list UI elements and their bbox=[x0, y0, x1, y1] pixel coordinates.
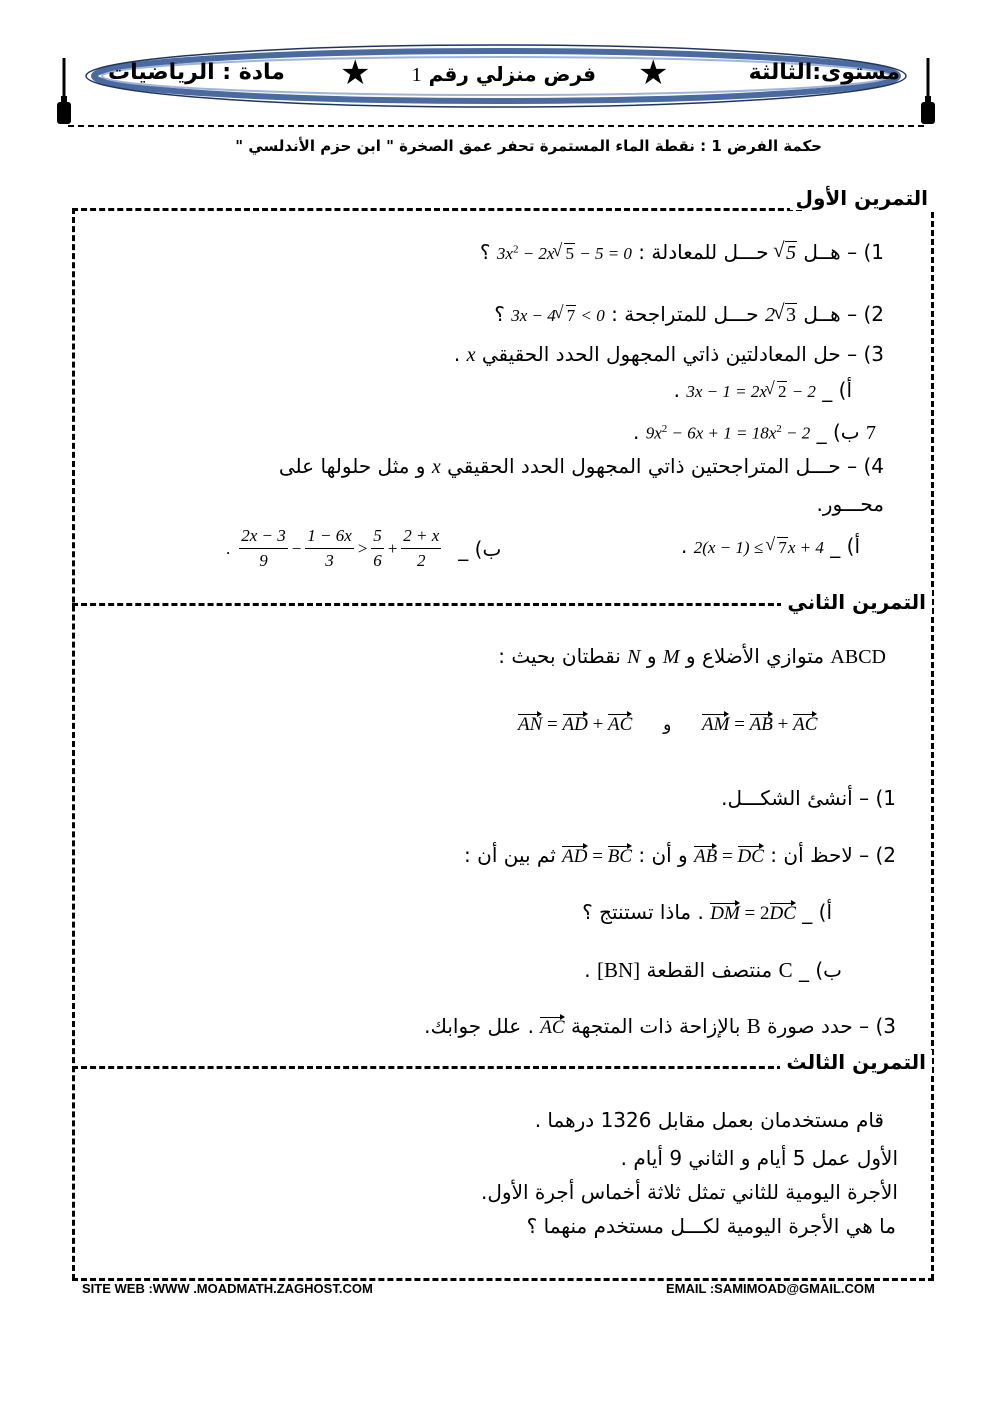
inequality-4b: $\frac{2x - 3}{9}$ − $\frac{1 - 6x}{3}$ > $\frac{5}{6}$ + $\frac{2 + x}{2}$ bbox=[241, 526, 440, 570]
ex3-line-1: قام مستخدمان بعمل مقابل 1326 درهما . bbox=[534, 1108, 884, 1132]
inequality-4a: 2(x − 1) ≤ √ 7x + 4 bbox=[694, 537, 824, 558]
ex1-question-3a: أ) _ 3x − 1 = 2x√ 2 − 2 . bbox=[674, 378, 852, 402]
ex2-question-3: 3) – حدد صورة B بالإزاحة ذات المتجهة AC . علل جوابك. bbox=[424, 1014, 896, 1038]
frame-sep-1 bbox=[72, 603, 792, 606]
sqrt-5: √ 5 bbox=[775, 241, 797, 265]
equation-1: $3x^2 - 2x√$ 5 − 5 = 0 bbox=[497, 243, 632, 264]
subject-label: مادة : الرياضيات bbox=[108, 60, 285, 85]
ex2-question-2b: ب) _ C منتصف القطعة [BN] . bbox=[584, 958, 842, 982]
footer-site[interactable]: SITE WEB :WWW .MOADMATH.ZAGHOST.COM bbox=[82, 1281, 373, 1296]
exercise-2-title: التمرين الثاني bbox=[781, 590, 932, 614]
ex1-question-4: 4) – حـــل المتراجحتين ذاتي المجهول الحدد الحقيقي x و مثل حلولها على bbox=[278, 454, 884, 478]
frame-right bbox=[931, 212, 934, 1280]
equation-3b: $9x^2 - 6x + 1 = 18x^2 - 2$ bbox=[645, 423, 811, 443]
equation-3a: 3x − 1 = 2x√ 2 − 2 bbox=[686, 381, 816, 402]
ex3-line-3: الأجرة اليومية للثاني تمثل ثلاثة أخماس أجرة الأول. bbox=[481, 1180, 898, 1204]
frame-top bbox=[72, 208, 802, 211]
inequality-1: 3x − 4√ 7 < 0 bbox=[511, 305, 605, 326]
ex1-question-4a: أ) _ 2(x − 1) ≤ √ 7x + 4 . bbox=[681, 534, 860, 558]
frame-sep-2 bbox=[72, 1066, 792, 1069]
ex2-intro: ABCD متوازي الأضلاع و M و N نقطتان بحيث : bbox=[498, 644, 886, 668]
header-divider bbox=[68, 125, 924, 127]
ex1-question-3: 3) – حل المعادلتين ذاتي المجهول الحدد الحقيقي x . bbox=[453, 342, 884, 366]
ex2-vector-relations: AN = AD + AC و AM = AB + AC bbox=[518, 714, 818, 735]
footer-email[interactable]: EMAIL :SAMIMOAD@GMAIL.COM bbox=[666, 1281, 875, 1296]
star-icon: ★ bbox=[638, 53, 669, 93]
wisdom-quote: حكمة الفرض 1 : نقطة الماء المستمرة تحفر عمق الصخرة " ابن حزم الأندلسي " bbox=[235, 137, 822, 155]
exercise-3-title: التمرين الثالث bbox=[780, 1050, 932, 1074]
ex1-question-4-cont: محـــور. bbox=[816, 492, 884, 516]
assignment-title: فرض منزلي رقم 1 bbox=[411, 62, 596, 86]
star-icon: ★ bbox=[340, 53, 371, 93]
level-label: مستوى:الثالثة bbox=[748, 60, 900, 85]
two-sqrt-3: 2√ 3 bbox=[765, 303, 797, 327]
ex1-question-4b: . $\frac{2x - 3}{9}$ − $\frac{1 - 6x}{3}$ > $\frac{5}{6}$ + $\frac{2 + x}{2}$ ب) _ bbox=[226, 526, 502, 570]
ex3-line-2: الأول عمل 5 أيام و الثاني 9 أيام . bbox=[620, 1146, 898, 1170]
ex2-question-1: 1) – أنشئ الشكـــل. bbox=[721, 786, 896, 810]
ex2-question-2: 2) – لاحظ أن : AB = DC و أن : AD = BC ثم بين أن : bbox=[464, 843, 896, 867]
frame-left bbox=[72, 208, 75, 1280]
ex1-question-3b: 7 ب) _ $9x^2 - 6x + 1 = 18x^2 - 2$ . bbox=[633, 420, 876, 444]
ex1-question-1: 1) – هــل √ 5 حـــل للمعادلة : $3x^2 - 2x√$ 5 − 5 = 0 ؟ bbox=[480, 240, 884, 265]
exercise-1-title: التمرين الأول bbox=[790, 186, 934, 210]
ex2-question-2a: أ) _ DM = 2DC . ماذا تستنتج ؟ bbox=[582, 900, 832, 924]
ex1-question-2: 2) – هــل 2√ 3 حـــل للمتراجحة : 3x − 4√ 7 < 0 ؟ bbox=[494, 302, 884, 327]
ex3-line-4: ما هي الأجرة اليومية لكـــل مستخدم منهما ؟ bbox=[526, 1214, 896, 1238]
